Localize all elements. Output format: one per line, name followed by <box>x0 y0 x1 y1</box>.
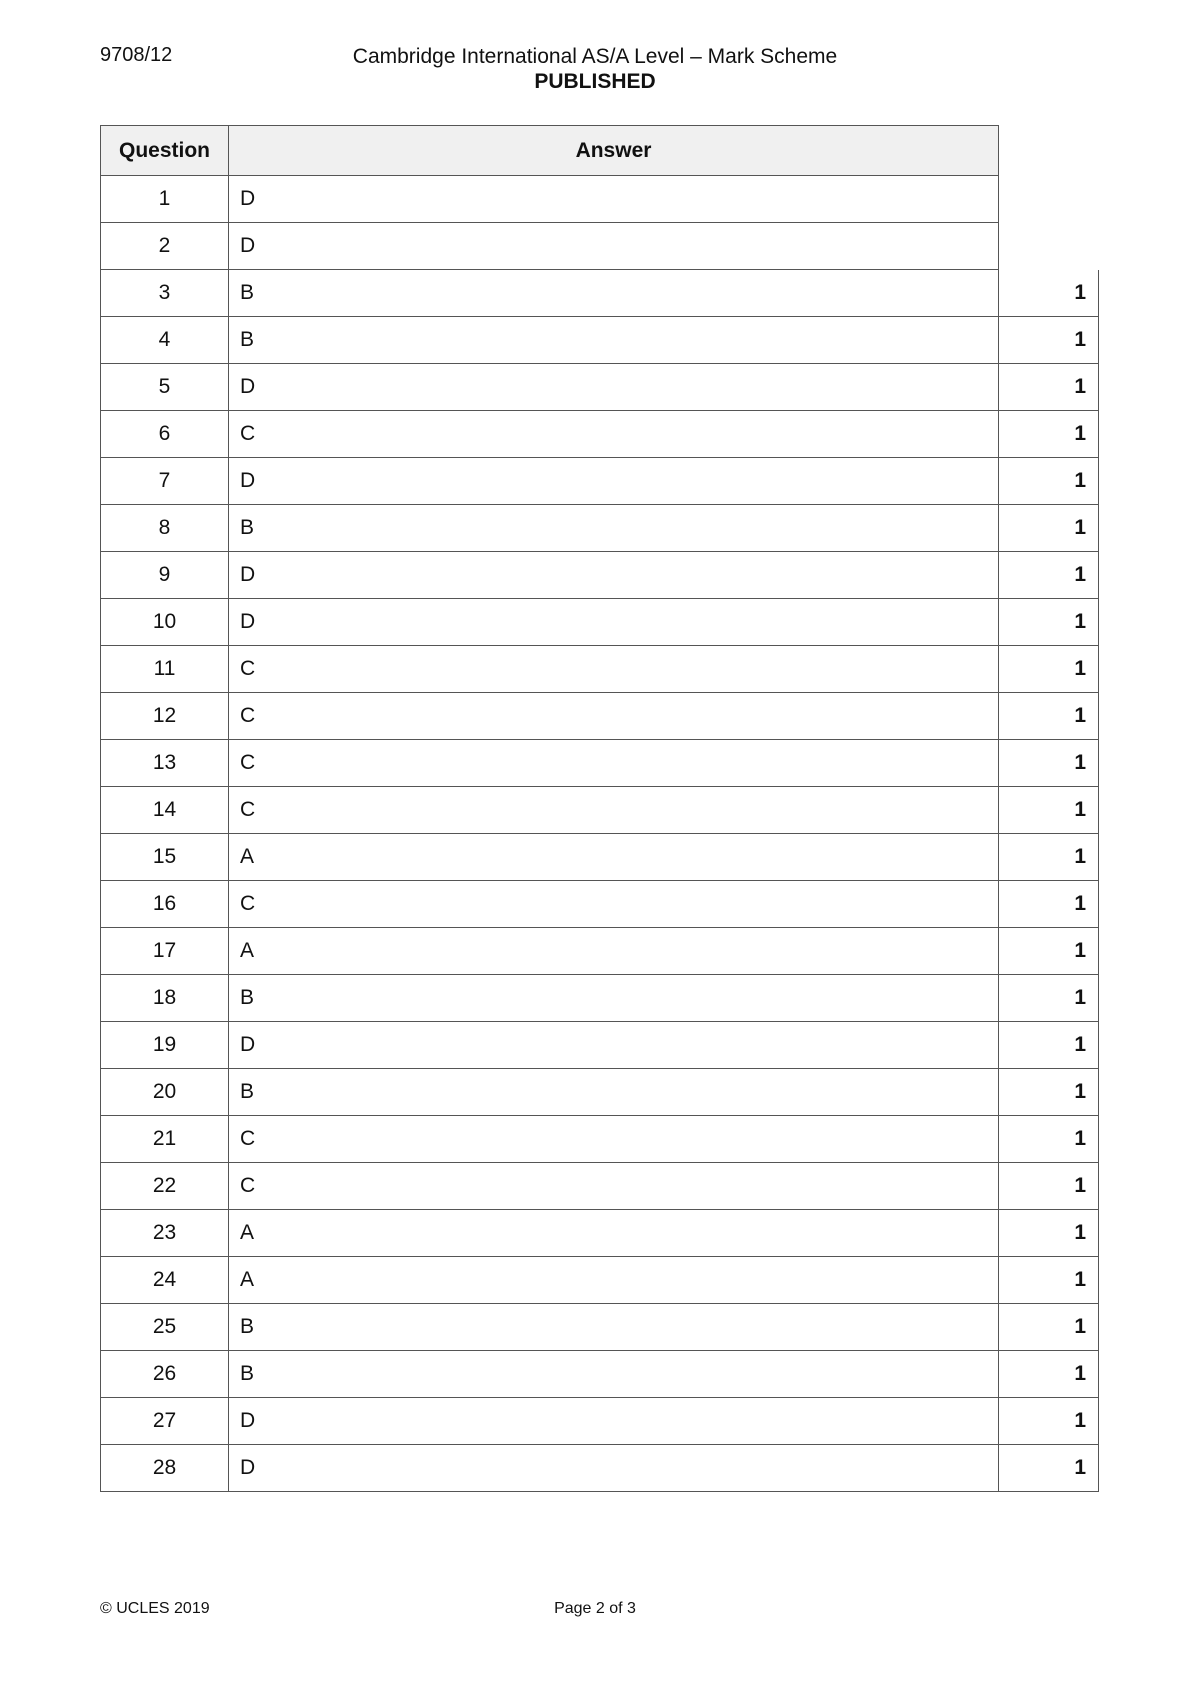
answer-cell: C <box>229 1163 999 1210</box>
question-number-cell: 19 <box>101 1022 229 1069</box>
answer-cell: C <box>229 646 999 693</box>
document-title: Cambridge International AS/A Level – Mark Scheme <box>352 45 838 68</box>
table-row <box>101 599 1099 646</box>
question-number-cell: 10 <box>101 599 229 646</box>
table-row <box>101 552 1099 599</box>
answer-cell: C <box>229 740 999 787</box>
table-row <box>101 1304 1099 1351</box>
answer-cell: B <box>229 270 999 317</box>
question-number-cell: 16 <box>101 881 229 928</box>
table-row <box>101 1210 1099 1257</box>
question-number-cell: 22 <box>101 1163 229 1210</box>
question-number-cell: 12 <box>101 693 229 740</box>
table-row <box>101 1163 1099 1210</box>
marks-cell: 1 <box>999 1069 1099 1116</box>
copyright-notice: © UCLES 2019 <box>100 1600 210 1617</box>
table-row <box>101 693 1099 740</box>
question-number-cell: 5 <box>101 364 229 411</box>
table-row <box>101 458 1099 505</box>
question-number-cell: 20 <box>101 1069 229 1116</box>
table-row <box>101 270 1099 317</box>
document-status: PUBLISHED <box>534 70 656 93</box>
marks-cell: 1 <box>999 1304 1099 1351</box>
answer-cell: C <box>229 787 999 834</box>
question-number-cell: 8 <box>101 505 229 552</box>
marks-cell: 1 <box>999 787 1099 834</box>
table-row <box>101 176 1099 223</box>
marks-cell: 1 <box>999 317 1099 364</box>
question-number-cell: 7 <box>101 458 229 505</box>
marks-cell: 1 <box>999 1116 1099 1163</box>
marks-cell: 1 <box>999 1351 1099 1398</box>
mark-scheme-table <box>100 125 1099 1492</box>
answer-cell: C <box>229 881 999 928</box>
table-row <box>101 1257 1099 1304</box>
question-number-cell: 25 <box>101 1304 229 1351</box>
answer-cell: C <box>229 411 999 458</box>
table-row <box>101 364 1099 411</box>
marks-cell <box>999 176 1099 223</box>
marks-cell: 1 <box>999 1210 1099 1257</box>
answer-cell: B <box>229 505 999 552</box>
marks-cell <box>999 223 1099 270</box>
marks-cell: 1 <box>999 740 1099 787</box>
table-body <box>101 176 1099 1492</box>
marks-cell: 1 <box>999 458 1099 505</box>
marks-cell: 1 <box>999 552 1099 599</box>
answer-cell: A <box>229 1210 999 1257</box>
marks-cell: 1 <box>999 881 1099 928</box>
answer-cell: B <box>229 975 999 1022</box>
marks-cell: 1 <box>999 1257 1099 1304</box>
question-number-cell: 23 <box>101 1210 229 1257</box>
answer-cell: D <box>229 364 999 411</box>
answer-cell: A <box>229 1257 999 1304</box>
question-number-cell: 27 <box>101 1398 229 1445</box>
column-header-answer: Answer <box>229 126 999 176</box>
answer-cell: A <box>229 834 999 881</box>
table-row <box>101 411 1099 458</box>
table-header-row <box>101 126 1099 176</box>
table-row <box>101 223 1099 270</box>
answer-cell: D <box>229 599 999 646</box>
paper-code: 9708/12 <box>100 44 173 66</box>
answer-cell: D <box>229 1022 999 1069</box>
question-number-cell: 9 <box>101 552 229 599</box>
table-row <box>101 834 1099 881</box>
question-number-cell: 21 <box>101 1116 229 1163</box>
answer-cell: D <box>229 223 999 270</box>
question-number-cell: 13 <box>101 740 229 787</box>
question-number-cell: 15 <box>101 834 229 881</box>
marks-cell: 1 <box>999 1022 1099 1069</box>
marks-cell: 1 <box>999 693 1099 740</box>
marks-cell: 1 <box>999 364 1099 411</box>
table-row <box>101 505 1099 552</box>
marks-cell: 1 <box>999 975 1099 1022</box>
answer-cell: C <box>229 1116 999 1163</box>
answer-cell: D <box>229 458 999 505</box>
question-number-cell: 2 <box>101 223 229 270</box>
column-header-marks <box>999 126 1099 176</box>
question-number-cell: 1 <box>101 176 229 223</box>
table-row <box>101 1022 1099 1069</box>
marks-cell: 1 <box>999 411 1099 458</box>
table-row <box>101 1069 1099 1116</box>
table-row <box>101 928 1099 975</box>
marks-cell: 1 <box>999 599 1099 646</box>
question-number-cell: 14 <box>101 787 229 834</box>
answer-cell: B <box>229 1304 999 1351</box>
table-row <box>101 1351 1099 1398</box>
page-number: Page 2 of 3 <box>554 1600 636 1617</box>
marks-cell: 1 <box>999 505 1099 552</box>
table-row <box>101 740 1099 787</box>
marks-cell: 1 <box>999 270 1099 317</box>
answer-cell: D <box>229 552 999 599</box>
answer-cell: B <box>229 1069 999 1116</box>
answer-cell: B <box>229 1351 999 1398</box>
marks-cell: 1 <box>999 1398 1099 1445</box>
question-number-cell: 18 <box>101 975 229 1022</box>
question-number-cell: 11 <box>101 646 229 693</box>
table-row <box>101 1398 1099 1445</box>
table-row <box>101 1116 1099 1163</box>
marks-cell: 1 <box>999 646 1099 693</box>
answer-cell: D <box>229 176 999 223</box>
question-number-cell: 17 <box>101 928 229 975</box>
question-number-cell: 26 <box>101 1351 229 1398</box>
table-row <box>101 646 1099 693</box>
document-header <box>0 44 1190 94</box>
marks-cell: 1 <box>999 1163 1099 1210</box>
table-row <box>101 317 1099 364</box>
table-row <box>101 1445 1099 1492</box>
marks-cell: 1 <box>999 1445 1099 1492</box>
question-number-cell: 4 <box>101 317 229 364</box>
column-header-question: Question <box>101 126 229 176</box>
question-number-cell: 28 <box>101 1445 229 1492</box>
answer-cell: D <box>229 1398 999 1445</box>
question-number-cell: 3 <box>101 270 229 317</box>
table-row <box>101 975 1099 1022</box>
answer-cell: B <box>229 317 999 364</box>
question-number-cell: 24 <box>101 1257 229 1304</box>
answer-cell: D <box>229 1445 999 1492</box>
question-number-cell: 6 <box>101 411 229 458</box>
table-row <box>101 787 1099 834</box>
table-row <box>101 881 1099 928</box>
marks-cell: 1 <box>999 834 1099 881</box>
marks-cell: 1 <box>999 928 1099 975</box>
answer-cell: A <box>229 928 999 975</box>
answer-cell: C <box>229 693 999 740</box>
